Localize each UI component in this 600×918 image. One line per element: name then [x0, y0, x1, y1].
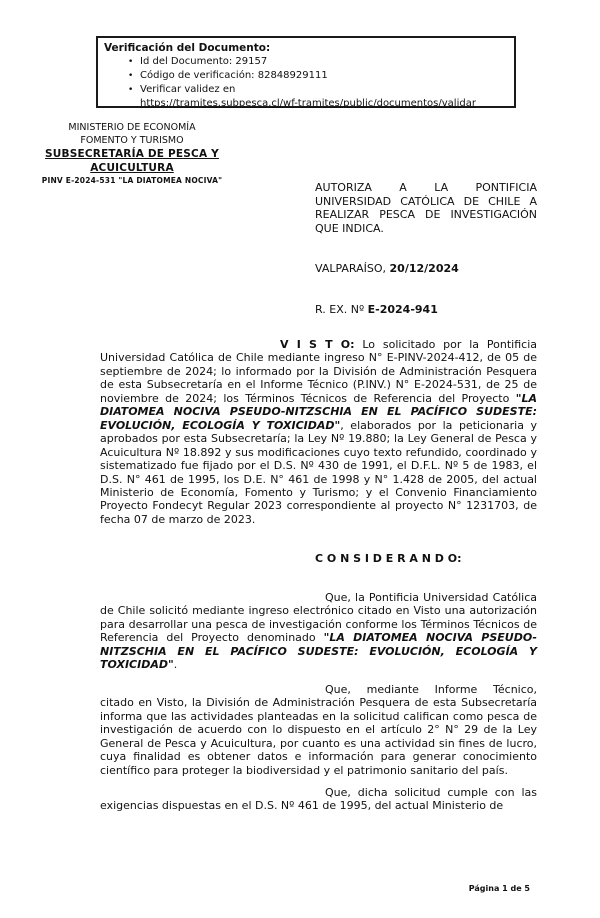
date-text: 20/12/2024 [389, 262, 459, 275]
letterhead [12, 121, 252, 186]
verification-title: Verificación del Documento: [104, 42, 271, 54]
verification-code-text: Código de verificación: 82848929111 [140, 70, 328, 81]
visto-text-2: , elaborados por la peticionaria y aprobados por esta Subsecretaría; la Ley Nº 19.880; la Ley General de Pesca y Acuicultura Nº 18.892 y sus modificaciones cuyo texto refundido, coordinado y sistematizado fue fijado por el D.S. Nº 430 de 1991, el D.F.L. Nº 5 de 1983, el D.S. N° 461 de 1995, los D.E. N° 461 de 1998 y N° 1.428 de 2005, del actual Ministerio de Economía, Fomento y Turismo; y el Convenio Financiamiento Proyecto Fondecyt Regular 2023 correspondiente al proyecto N° 1231703, de fecha 07 de marzo de 2023. [100, 418, 537, 526]
letterhead-ministry: MINISTERIO DE ECONOMÍA [68, 122, 196, 133]
resolution-label: R. EX. Nº [315, 303, 368, 316]
verification-url-line [104, 97, 508, 110]
letterhead-department: FOMENTO Y TURISMO [80, 135, 184, 146]
bullet-icon: • [128, 71, 134, 81]
considerando-paragraph-2: Que, mediante Informe Técnico, citado en Visto, la División de Administración Pesquera de esta Subsecretaría informa que las actividades planteadas en la solicitud califican como pesca de investigación de acuerdo con lo dispuesto en el artículo 2° N° 29 de la Ley General de Pesca y Acuicultura, por cuanto es una actividad sin fines de lucro, cuya finalidad es obtener datos e información para generar conocimiento científico para proteger la biodiversidad y el patrimonio sanitario del país. [100, 683, 537, 777]
visto-heading: V I S T O: [280, 338, 355, 351]
subject-summary: AUTORIZA A LA PONTIFICIA UNIVERSIDAD CATÓLICA DE CHILE A REALIZAR PESCA DE INVESTIGACIÓN QUE INDICA. [315, 181, 537, 235]
verification-doc-id-text: Id del Documento: 29157 [140, 56, 268, 67]
considerando-p1-project-title: "LA DIATOMEA NOCIVA PSEUDO-NITZSCHIA EN EL PACÍFICO SUDESTE: EVOLUCIÓN, ECOLOGÍA Y TOXICIDAD" [100, 631, 537, 672]
letterhead-subsecretariat: SUBSECRETARÍA DE PESCA Y ACUICULTURA [45, 148, 219, 174]
verification-item-doc-id [104, 55, 508, 69]
place-text: VALPARAÍSO, [315, 262, 390, 275]
considerando-p1-end: . [173, 658, 178, 672]
verification-box [96, 36, 516, 108]
visto-text-1: Lo solicitado por la Pontificia Universidad Católica de Chile mediante ingreso N° E-PINV-2024-412, de 05 de septiembre de 2024; lo informado por la División de Administración Pesquera de esta Subsecretaría en el Informe Técnico (P.INV.) N° E-2024-531, de 25 de noviembre de 2024; los Términos Técnicos de Referencia del Proyecto [100, 338, 537, 405]
considerando-paragraph-3: Que, dicha solicitud cumple con las exigencias dispuestas en el D.S. Nº 461 de 1995, del actual Ministerio de [100, 786, 537, 813]
place-date-line [315, 262, 459, 275]
verification-link[interactable]: https://tramites.subpesca.cl/wf-tramites/public/documentos/validar [140, 98, 476, 109]
resolution-number: E-2024-941 [367, 303, 438, 316]
considerando-p1-lead: Que, la Pontificia Universidad Católica de Chile solicitó mediante ingreso electrónico citado en Visto una autorización para desarrollar una pesca de investigación conforme los Términos Técnicos de Referencia del Proyecto denominado [100, 591, 537, 645]
considerando-heading: C O N S I D E R A N D O: [315, 552, 462, 565]
visto-paragraph [100, 338, 537, 526]
page-indicator: Página 1 de 5 [468, 884, 530, 893]
bullet-icon: • [128, 57, 134, 67]
visto-project-title: "LA DIATOMEA NOCIVA PSEUDO-NITZSCHIA EN EL PACÍFICO SUDESTE: EVOLUCIÓN, ECOLOGÍA Y TOXICIDAD" [100, 391, 537, 432]
verification-verify-text: Verificar validez en [140, 84, 236, 95]
considerando-paragraph-1 [100, 591, 537, 672]
letterhead-reference: PINV E-2024-531 "LA DIATOMEA NOCIVA" [41, 176, 223, 185]
verification-item-code [104, 69, 508, 83]
bullet-icon: • [128, 85, 134, 95]
resolution-number-line [315, 303, 438, 316]
verification-item-verify [104, 83, 508, 97]
